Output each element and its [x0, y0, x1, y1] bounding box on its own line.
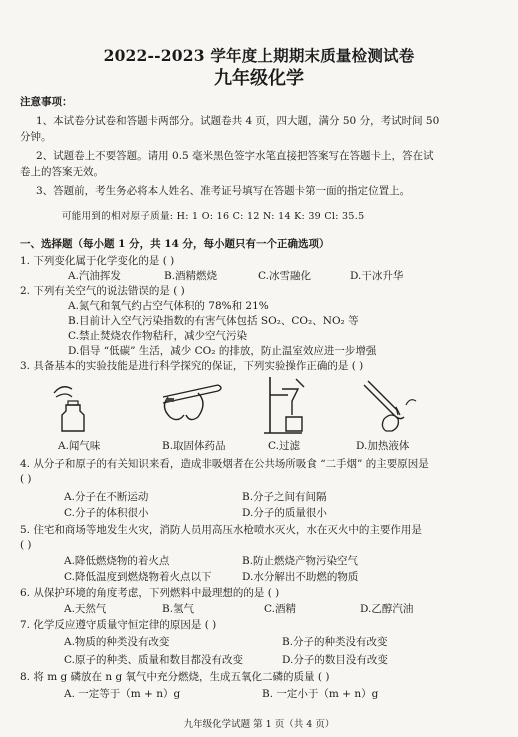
exam-title: 2022--2023 学年度上期期末质量检测试卷: [103, 46, 415, 65]
q6-stem: 6. 从保护环境的角度考虑，下列燃料中最理想的的是 ( ): [20, 587, 280, 599]
q1-stem: 1. 下列变化属于化学变化的是 ( ): [20, 255, 175, 267]
q5-option-d: D.水分解出不助燃的物质: [242, 571, 359, 583]
relative-atomic-masses: 可能用到的相对原子质量: H: 1 O: 16 C: 12 N: 14 K: 39 Cl: 35.5: [62, 211, 365, 222]
q1-option-a: A.汽油挥发: [68, 270, 121, 282]
smell-gas-figure: [46, 375, 106, 435]
q8-option-a: A. 一定等于（m + n）g: [64, 688, 181, 700]
q8-option-b: B. 一定小于（m + n）g: [262, 688, 379, 700]
q1-option-b: B.酒精燃烧: [164, 270, 218, 282]
q6-option-d: D.乙醇汽油: [360, 603, 414, 615]
note-1-line1: 1、本试卷分试卷和答题卡两部分。试题卷共 4 页，四大题，满分 50 分，考试时间 50: [36, 115, 440, 127]
note-3-line1: 3、答题前，考生务必将本人姓名、准考证号填写在答题卡第一面的指定位置上。: [36, 185, 411, 197]
filtering-figure: [262, 375, 322, 435]
exam-subtitle: 九年级化学: [214, 68, 304, 89]
q8-stem: 8. 将 m g 磷放在 n g 氧气中充分燃烧，生成五氧化二磷的质量 ( ): [20, 671, 330, 683]
q3-option-d: D.加热液体: [356, 440, 410, 452]
heat-liquid-figure: [354, 375, 424, 435]
q6-option-a: A.天然气: [64, 603, 107, 615]
q3-option-a: A.闻气味: [58, 440, 101, 452]
q2-option-b: B.目前计入空气污染指数的有害气体包括 SO₂、CO₂、NO₂ 等: [68, 315, 359, 327]
q3-option-c: C.过滤: [268, 440, 300, 452]
q4-stem-line1: 4. 从分子和原子的有关知识来看，造成非吸烟者在公共场所吸食 “二手烟” 的主要原因是: [20, 458, 429, 470]
take-solid-figure: [158, 375, 228, 435]
q2-stem: 2. 下列有关空气的说法错误的是 ( ): [20, 285, 185, 297]
section-1-heading: 一、选择题（每小题 1 分，共 14 分，每小题只有一个正确选项）: [20, 238, 330, 250]
q2-option-a: A.氮气和氧气约占空气体积的 78%和 21%: [68, 300, 269, 312]
notes-heading: 注意事项：: [20, 96, 73, 108]
q5-stem-line2: ( ): [20, 539, 32, 551]
note-2-line1: 2、试题卷上不要答题。请用 0.5 毫米黑色签字水笔直接把答案写在答题卡上，答在试: [36, 150, 434, 162]
q5-option-c: C.降低温度到燃烧物着火点以下: [64, 571, 212, 583]
q4-option-c: C.分子的体积很小: [64, 507, 149, 519]
q4-option-a: A.分子在不断运动: [64, 491, 149, 503]
q7-option-a: A.物质的种类没有改变: [64, 636, 170, 648]
q5-stem-line1: 5. 住宅和商场等地发生火灾，消防人员用高压水枪喷水灭火，水在灭火中的主要作用是: [20, 524, 422, 536]
note-1-line2: 分钟。: [20, 131, 52, 143]
q7-option-b: B.分子的种类没有改变: [282, 636, 388, 648]
q3-option-b: B.取固体药品: [162, 440, 226, 452]
q7-stem: 7. 化学反应遵守质量守恒定律的原因是 ( ): [20, 619, 217, 631]
q6-option-b: B.氢气: [162, 603, 195, 615]
q2-option-c: C.禁止焚烧农作物秸秆，减少空气污染: [68, 330, 247, 342]
q4-option-d: D.分子的质量很小: [242, 507, 327, 519]
q7-option-d: D.分子的数目没有改变: [282, 654, 388, 666]
note-2-line2: 卷上的答案无效。: [20, 166, 104, 178]
q3-stem: 3. 具备基本的实验技能是进行科学探究的保证，下列实验操作正确的是 ( ): [20, 360, 364, 372]
page-footer: 九年级化学试题 第 1 页（共 4 页）: [183, 719, 335, 730]
q5-option-a: A.降低燃烧物的着火点: [64, 555, 170, 567]
q1-option-c: C.冰雪融化: [258, 270, 311, 282]
q2-option-d: D.倡导 “低碳” 生活，减少 CO₂ 的排放，防止温室效应进一步增强: [68, 345, 377, 357]
q5-option-b: B.防止燃烧产物污染空气: [242, 555, 359, 567]
q4-option-b: B.分子之间有间隔: [242, 491, 327, 503]
q1-option-d: D.干冰升华: [350, 270, 404, 282]
q7-option-c: C.原子的种类、质量和数目都没有改变: [64, 654, 243, 666]
q3-figures: [40, 375, 490, 435]
q4-stem-line2: ( ): [20, 473, 32, 485]
q6-option-c: C.酒精: [264, 603, 296, 615]
